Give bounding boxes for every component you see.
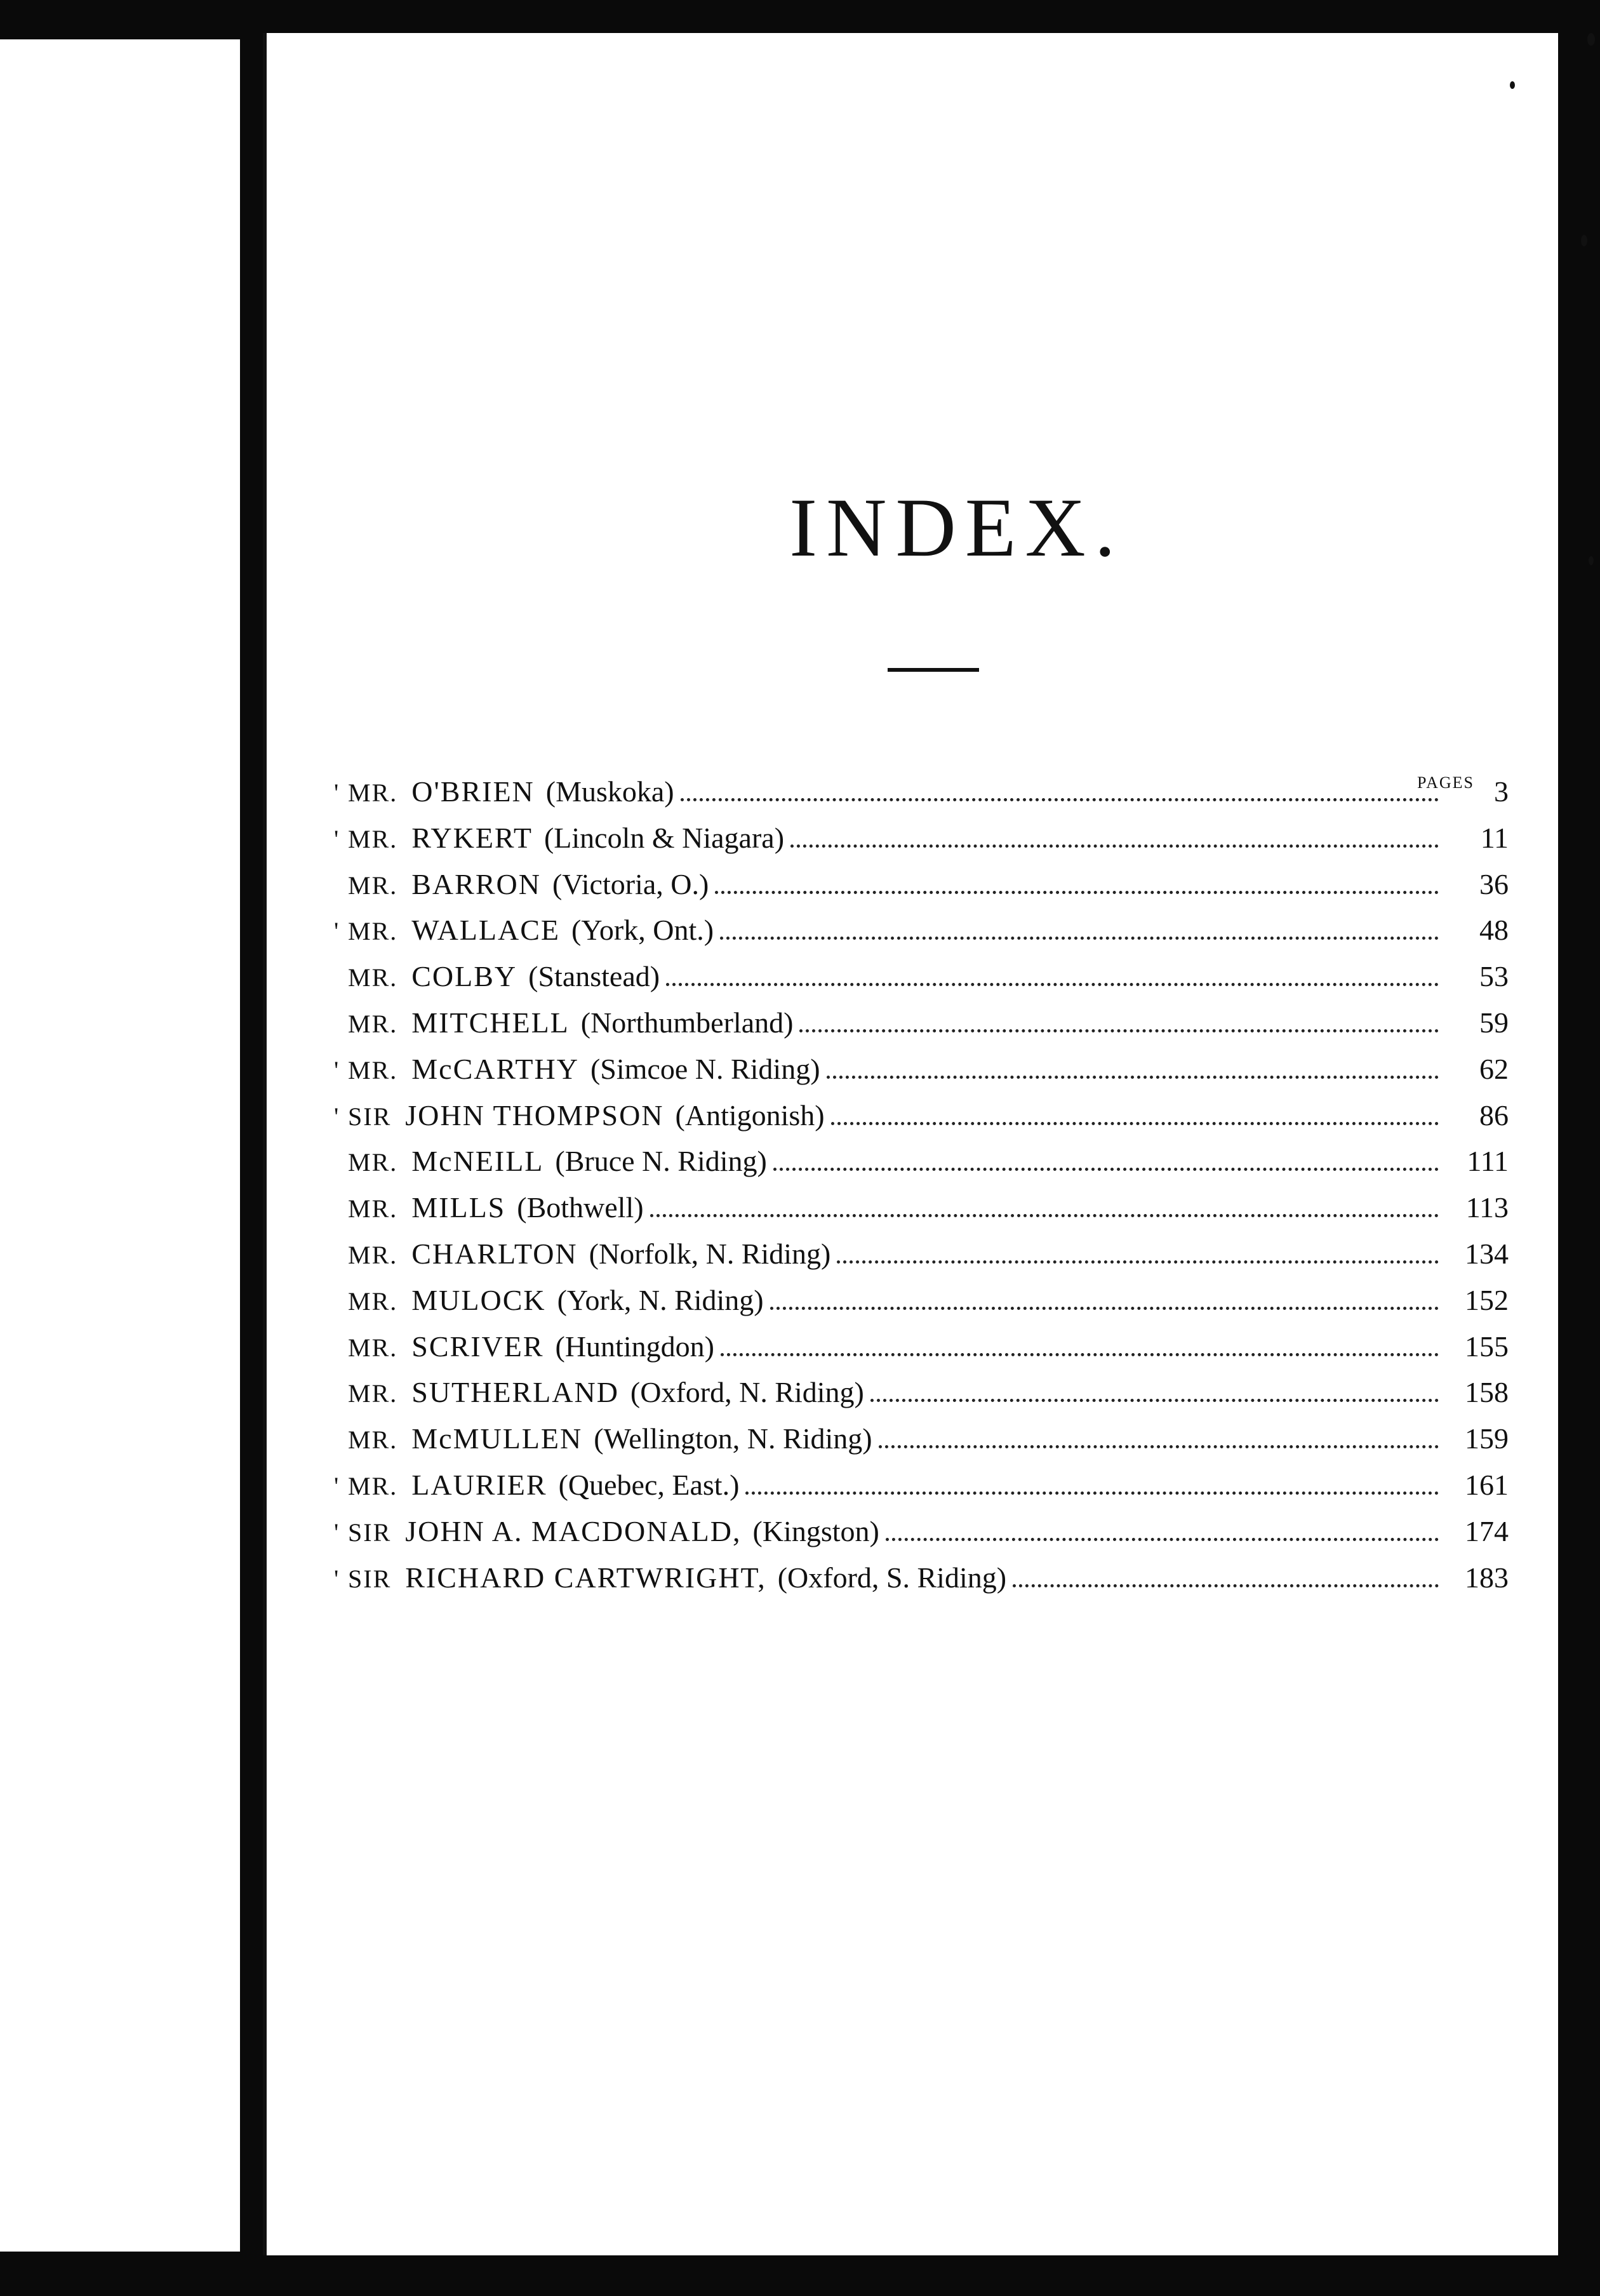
tick-mark: ' <box>334 917 339 946</box>
dot-leader <box>790 844 1439 848</box>
entry-honorific: MR. <box>348 963 398 992</box>
index-entry <box>334 1375 1521 1422</box>
entry-name: JOHN A. MACDONALD, <box>405 1514 742 1547</box>
index-entry <box>334 1330 1521 1376</box>
entry-honorific: MR. <box>348 917 398 946</box>
tick-mark: ' <box>334 1471 339 1500</box>
entry-honorific: MR. <box>348 1425 398 1455</box>
dot-leader <box>666 983 1439 986</box>
entry-name: JOHN THOMPSON <box>405 1098 664 1131</box>
entry-riding: (Lincoln & Niagara) <box>543 821 785 854</box>
index-entry <box>334 1191 1521 1237</box>
dot-leader <box>715 891 1439 894</box>
entry-page-number: 11 <box>1480 821 1509 854</box>
index-page <box>263 33 1558 2255</box>
entry-riding: (Antigonish) <box>675 1098 825 1131</box>
dot-leader <box>770 1307 1439 1310</box>
entry-name: MITCHELL <box>411 1006 570 1039</box>
dot-leader <box>720 937 1439 940</box>
entry-riding: (Wellington, N. Riding) <box>594 1422 872 1455</box>
entry-honorific: MR. <box>348 1148 398 1177</box>
dot-leader <box>886 1538 1439 1541</box>
entry-honorific: MR. <box>348 871 398 900</box>
entry-honorific: SIR <box>348 1102 392 1131</box>
entry-honorific: MR. <box>348 824 398 853</box>
tick-mark: ' <box>334 778 339 807</box>
entry-riding: (York, Ont.) <box>571 914 714 947</box>
entry-honorific: MR. <box>348 778 398 807</box>
entry-page-number: 3 <box>1494 775 1509 808</box>
entry-riding: (Bothwell) <box>517 1191 644 1224</box>
tick-mark: ' <box>334 1055 339 1085</box>
entry-honorific: MR. <box>348 1055 398 1085</box>
scan-speck <box>1587 33 1595 46</box>
entry-riding: (Simcoe N. Riding) <box>590 1052 820 1085</box>
entry-riding: (Oxford, S. Riding) <box>777 1561 1007 1594</box>
page-title: INDEX. <box>789 481 1124 574</box>
entry-page-number: 59 <box>1479 1006 1509 1039</box>
index-entry <box>334 1468 1521 1514</box>
scan-speck <box>1510 81 1515 89</box>
dot-leader <box>1013 1584 1439 1587</box>
index-entry <box>334 1098 1521 1145</box>
tick-mark: ' <box>334 824 339 853</box>
entry-name: SCRIVER <box>411 1330 544 1363</box>
scan-speck <box>1581 235 1587 246</box>
entry-riding: (Kingston) <box>752 1514 879 1547</box>
entry-page-number: 36 <box>1479 867 1509 900</box>
scan-speck <box>1589 556 1594 565</box>
entry-name: CHARLTON <box>411 1237 578 1270</box>
dot-leader <box>837 1260 1439 1264</box>
entry-page-number: 62 <box>1479 1052 1509 1085</box>
entry-name: RICHARD CARTWRIGHT, <box>405 1561 766 1594</box>
entry-page-number: 86 <box>1479 1098 1509 1131</box>
index-entry <box>334 1283 1521 1330</box>
entry-honorific: MR. <box>348 1379 398 1408</box>
entry-riding: (York, N. Riding) <box>557 1283 764 1316</box>
entry-page-number: 174 <box>1465 1514 1509 1547</box>
dot-leader <box>799 1029 1439 1032</box>
entry-name: LAURIER <box>411 1468 547 1501</box>
dot-leader <box>745 1492 1439 1495</box>
entry-page-number: 134 <box>1465 1237 1509 1270</box>
entry-riding: (Huntingdon) <box>555 1330 714 1363</box>
index-entry <box>334 913 1521 959</box>
entry-page-number: 155 <box>1465 1330 1509 1363</box>
tick-mark: ' <box>334 1518 339 1547</box>
entry-riding: (Quebec, East.) <box>558 1468 740 1501</box>
entry-page-number: 53 <box>1479 960 1509 993</box>
entry-page-number: 159 <box>1465 1422 1509 1455</box>
entry-name: MILLS <box>411 1191 506 1224</box>
entry-page-number: 48 <box>1479 914 1509 947</box>
entry-name: SUTHERLAND <box>411 1376 619 1409</box>
pages-column-heading: PAGES <box>1417 773 1474 792</box>
entry-honorific: MR. <box>348 1194 398 1224</box>
entry-name: BARRON <box>411 867 541 900</box>
dot-leader <box>650 1214 1439 1217</box>
index-entry <box>334 867 1521 914</box>
index-entry <box>334 959 1521 1006</box>
entry-page-number: 111 <box>1467 1145 1509 1178</box>
entry-name: MULOCK <box>411 1283 546 1316</box>
index-entry <box>334 1006 1521 1052</box>
entry-name: O'BRIEN <box>411 775 535 808</box>
entry-honorific: MR. <box>348 1240 398 1269</box>
entry-riding: (Stanstead) <box>528 960 660 993</box>
entry-name: McNEILL <box>411 1145 544 1178</box>
entry-riding: (Bruce N. Riding) <box>555 1145 767 1178</box>
tick-mark: ' <box>334 1102 339 1131</box>
index-entry <box>334 775 1521 821</box>
dot-leader <box>879 1445 1439 1448</box>
index-entry <box>334 1144 1521 1191</box>
dot-leader <box>681 798 1439 801</box>
entry-name: RYKERT <box>411 821 533 854</box>
entry-riding: (Norfolk, N. Riding) <box>589 1237 831 1270</box>
index-entry <box>334 821 1521 867</box>
entry-page-number: 161 <box>1465 1468 1509 1501</box>
dot-leader <box>721 1353 1439 1356</box>
entry-page-number: 152 <box>1465 1283 1509 1316</box>
entry-name: McCARTHY <box>411 1052 579 1085</box>
entry-page-number: 158 <box>1465 1376 1509 1409</box>
entry-riding: (Muskoka) <box>545 775 674 808</box>
entry-honorific: SIR <box>348 1564 392 1593</box>
entry-riding: (Northumberland) <box>580 1006 794 1039</box>
entry-riding: (Victoria, O.) <box>552 867 709 900</box>
entry-honorific: MR. <box>348 1009 398 1038</box>
entry-name: McMULLEN <box>411 1422 583 1455</box>
dot-leader <box>831 1122 1439 1125</box>
tick-mark: ' <box>334 1564 339 1593</box>
entry-riding: (Oxford, N. Riding) <box>630 1376 864 1409</box>
entry-honorific: SIR <box>348 1518 392 1547</box>
title-rule <box>888 668 979 672</box>
entry-honorific: MR. <box>348 1286 398 1316</box>
index-entry <box>334 1237 1521 1283</box>
index-entry <box>334 1561 1521 1607</box>
entry-honorific: MR. <box>348 1471 398 1500</box>
index-entry <box>334 1052 1521 1098</box>
index-list <box>334 775 1521 1606</box>
dot-leader <box>870 1399 1439 1402</box>
dot-leader <box>773 1168 1439 1171</box>
index-entry <box>334 1514 1521 1561</box>
facing-blank-page <box>0 39 240 2252</box>
entry-page-number: 183 <box>1465 1561 1509 1594</box>
dot-leader <box>827 1076 1439 1079</box>
entry-name: WALLACE <box>411 914 560 947</box>
entry-name: COLBY <box>411 960 517 993</box>
entry-page-number: 113 <box>1465 1191 1509 1224</box>
index-entry <box>334 1422 1521 1468</box>
entry-honorific: MR. <box>348 1333 398 1362</box>
